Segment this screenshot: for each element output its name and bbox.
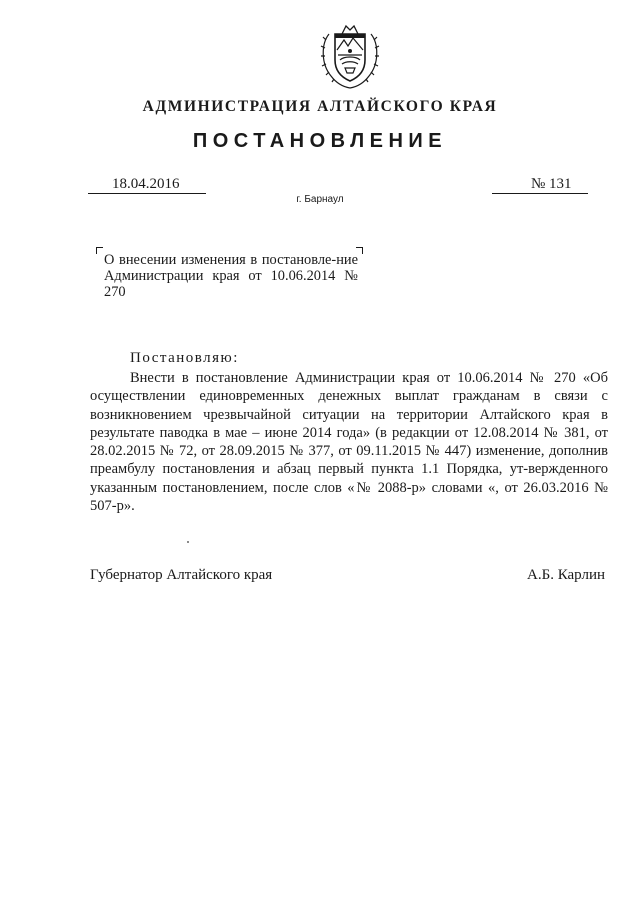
document-date: 18.04.2016 [112,176,180,192]
document-number: № 131 [531,176,572,192]
subject-bracket-left [96,247,103,254]
document-type: ПОСТАНОВЛЕНИЕ [192,130,448,152]
decree-word: Постановляю: [130,350,239,366]
city-label: г. Барнаул [296,194,344,205]
organization-title: АДМИНИСТРАЦИЯ АЛТАЙСКОГО КРАЯ [142,98,498,115]
scan-speck [187,541,189,543]
coat-of-arms-icon [313,20,387,92]
document-subject: О внесении изменения в постановле-ние Администрации края от 10.06.2014 № 270 [104,252,358,300]
decree-paragraph: Внести в постановление Администрации края от 10.06.2014 № 270 «Об осуществлении единовременных денежных выплат гражданам в связи с возникновением чрезвычайной ситуации на территории Алтайского края в результате паводка в мае – июне 2014 года» (в редакции от 12.08.2014 № 381, от 28.02.2015 № 72, от 28.09.2015 № 377, от 09.11.2015 № 447) изменение, дополнив преамбулу постановления и абзац первый пункта 1.1 Порядка, ут-вержденного указанным постановлением, после слов «№ 2088-р» словами «, от 26.03.2016 № 507-р». [90,370,608,515]
signatory-name: А.Б. Карлин [527,567,606,583]
signatory-title: Губернатор Алтайского края [90,567,273,583]
